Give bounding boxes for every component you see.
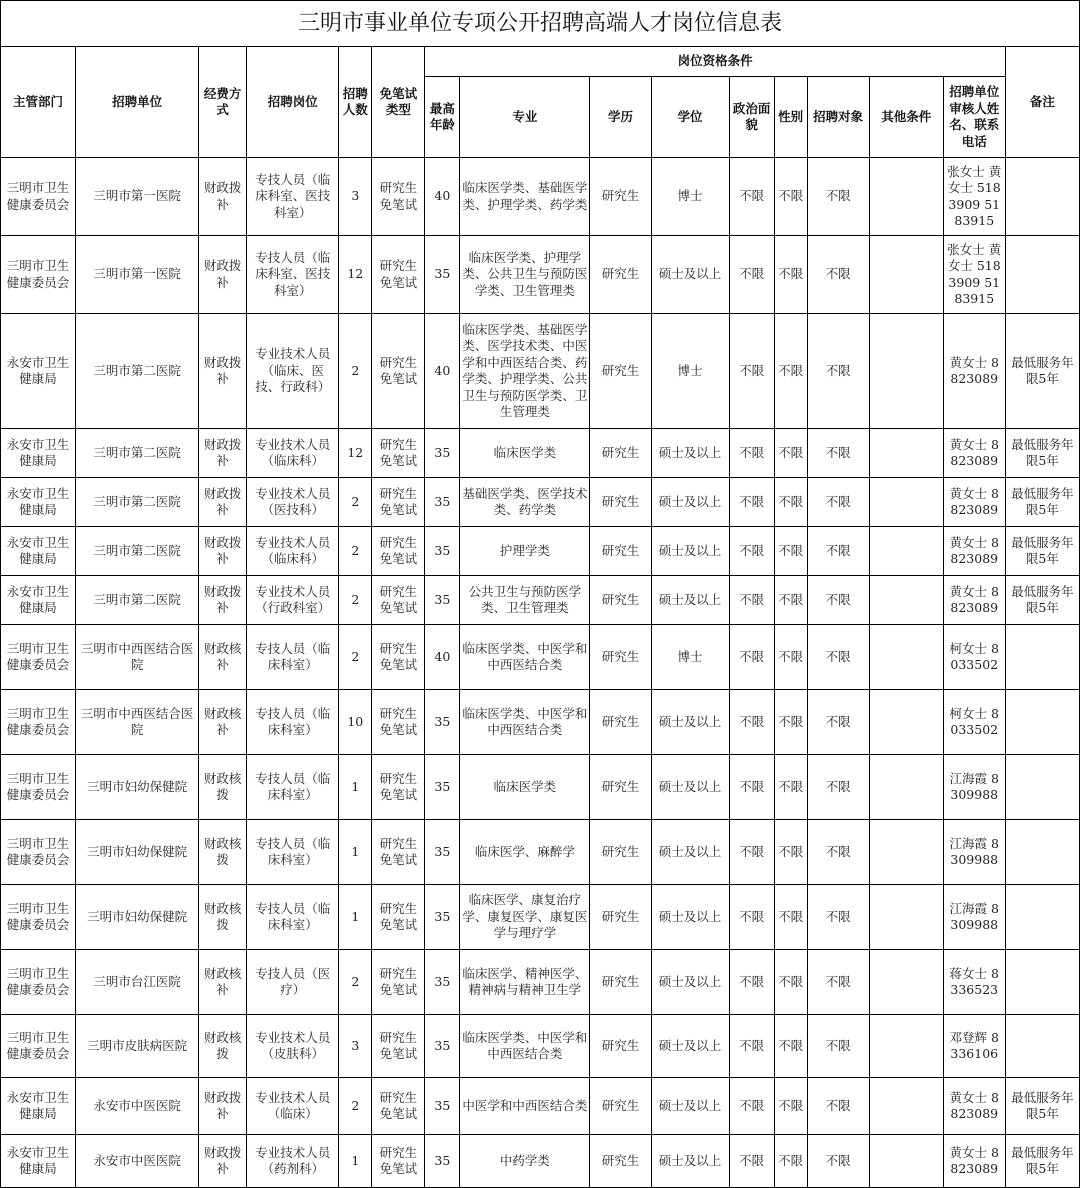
- cell-political: 不限: [729, 576, 774, 625]
- cell-count: 1: [339, 1135, 372, 1188]
- cell-major: 临床医学类、护理学类、公共卫生与预防医学类、卫生管理类: [460, 236, 590, 314]
- cell-unit: 三明市第二医院: [76, 478, 199, 527]
- table-row: [1, 236, 1080, 314]
- cell-degree: 硕士及以上: [651, 690, 729, 755]
- cell-funding: 财政拨补: [199, 429, 247, 478]
- recruitment-table: [0, 46, 1080, 1188]
- cell-exam: 研究生免笔试: [372, 576, 425, 625]
- cell-political: 不限: [729, 1135, 774, 1188]
- cell-exam: 研究生免笔试: [372, 1015, 425, 1078]
- header-remark: 备注: [1005, 47, 1079, 158]
- cell-age: 35: [425, 1135, 460, 1188]
- cell-education: 研究生: [590, 820, 651, 885]
- cell-political: 不限: [729, 755, 774, 820]
- cell-target: 不限: [807, 314, 869, 429]
- cell-degree: 硕士及以上: [651, 1135, 729, 1188]
- cell-gender: 不限: [774, 527, 807, 576]
- cell-gender: 不限: [774, 429, 807, 478]
- cell-dept: 三明市卫生健康委员会: [1, 950, 76, 1015]
- cell-political: 不限: [729, 158, 774, 236]
- cell-education: 研究生: [590, 429, 651, 478]
- cell-degree: 硕士及以上: [651, 950, 729, 1015]
- cell-major: 中医学和中西医结合类: [460, 1078, 590, 1135]
- cell-remark: 最低服务年限5年: [1005, 1135, 1079, 1188]
- cell-target: 不限: [807, 158, 869, 236]
- cell-count: 3: [339, 1015, 372, 1078]
- cell-degree: 硕士及以上: [651, 885, 729, 950]
- cell-count: 1: [339, 755, 372, 820]
- cell-funding: 财政拨补: [199, 314, 247, 429]
- cell-major: 临床医学类、中医学和中西医结合类: [460, 1015, 590, 1078]
- cell-education: 研究生: [590, 755, 651, 820]
- header-row-1: [1, 47, 1080, 77]
- cell-age: 40: [425, 314, 460, 429]
- cell-exam: 研究生免笔试: [372, 527, 425, 576]
- cell-other: [869, 690, 943, 755]
- cell-other: [869, 576, 943, 625]
- header-target: 招聘对象: [807, 77, 869, 158]
- cell-gender: 不限: [774, 1078, 807, 1135]
- cell-education: 研究生: [590, 478, 651, 527]
- cell-unit: 三明市中西医结合医院: [76, 625, 199, 690]
- cell-major: 临床医学类、中医学和中西医结合类: [460, 625, 590, 690]
- cell-dept: 三明市卫生健康委员会: [1, 885, 76, 950]
- cell-count: 2: [339, 527, 372, 576]
- cell-age: 40: [425, 158, 460, 236]
- cell-funding: 财政核拨: [199, 1015, 247, 1078]
- cell-exam: 研究生免笔试: [372, 625, 425, 690]
- cell-dept: 永安市卫生健康局: [1, 1135, 76, 1188]
- header-degree: 学位: [651, 77, 729, 158]
- cell-political: 不限: [729, 885, 774, 950]
- cell-funding: 财政核拨: [199, 885, 247, 950]
- cell-exam: 研究生免笔试: [372, 690, 425, 755]
- cell-position: 专技人员（临床科室、医技科室）: [247, 158, 339, 236]
- cell-exam: 研究生免笔试: [372, 1135, 425, 1188]
- cell-education: 研究生: [590, 236, 651, 314]
- cell-exam: 研究生免笔试: [372, 158, 425, 236]
- cell-major: 临床医学、康复治疗学、康复医学、康复医学与理疗学: [460, 885, 590, 950]
- cell-count: 2: [339, 1078, 372, 1135]
- table-row: [1, 885, 1080, 950]
- cell-other: [869, 158, 943, 236]
- cell-remark: [1005, 820, 1079, 885]
- header-unit: 招聘单位: [76, 47, 199, 158]
- cell-exam: 研究生免笔试: [372, 755, 425, 820]
- cell-gender: 不限: [774, 885, 807, 950]
- cell-funding: 财政核补: [199, 950, 247, 1015]
- cell-gender: 不限: [774, 755, 807, 820]
- cell-exam: 研究生免笔试: [372, 885, 425, 950]
- cell-contact: 黄女士 8823089: [943, 429, 1005, 478]
- cell-target: 不限: [807, 1135, 869, 1188]
- cell-political: 不限: [729, 1015, 774, 1078]
- cell-political: 不限: [729, 690, 774, 755]
- cell-position: 专技人员（临床科室）: [247, 625, 339, 690]
- cell-contact: 张女士 黄女士 5183909 5183915: [943, 158, 1005, 236]
- cell-funding: 财政拨补: [199, 478, 247, 527]
- cell-unit: 三明市台江医院: [76, 950, 199, 1015]
- cell-funding: 财政拨补: [199, 576, 247, 625]
- cell-degree: 硕士及以上: [651, 527, 729, 576]
- cell-contact: 黄女士 8823089: [943, 314, 1005, 429]
- cell-contact: 黄女士 8823089: [943, 1135, 1005, 1188]
- cell-major: 中药学类: [460, 1135, 590, 1188]
- cell-dept: 永安市卫生健康局: [1, 478, 76, 527]
- cell-age: 35: [425, 1015, 460, 1078]
- table-row: [1, 158, 1080, 236]
- cell-target: 不限: [807, 820, 869, 885]
- table-row: [1, 1135, 1080, 1188]
- header-count: 招聘人数: [339, 47, 372, 158]
- cell-remark: [1005, 690, 1079, 755]
- cell-funding: 财政核拨: [199, 820, 247, 885]
- cell-exam: 研究生免笔试: [372, 950, 425, 1015]
- cell-count: 2: [339, 314, 372, 429]
- cell-unit: 三明市中西医结合医院: [76, 690, 199, 755]
- cell-dept: 永安市卫生健康局: [1, 429, 76, 478]
- cell-gender: 不限: [774, 1015, 807, 1078]
- cell-education: 研究生: [590, 690, 651, 755]
- cell-gender: 不限: [774, 625, 807, 690]
- cell-exam: 研究生免笔试: [372, 314, 425, 429]
- header-age: 最高年龄: [425, 77, 460, 158]
- cell-unit: 三明市皮肤病医院: [76, 1015, 199, 1078]
- cell-age: 35: [425, 527, 460, 576]
- cell-funding: 财政拨补: [199, 1078, 247, 1135]
- cell-unit: 三明市第二医院: [76, 429, 199, 478]
- table-row: [1, 1078, 1080, 1135]
- cell-exam: 研究生免笔试: [372, 820, 425, 885]
- cell-position: 专业技术人员（临床科）: [247, 527, 339, 576]
- cell-position: 专业技术人员（临床、医技、行政科）: [247, 314, 339, 429]
- cell-exam: 研究生免笔试: [372, 478, 425, 527]
- cell-other: [869, 625, 943, 690]
- cell-education: 研究生: [590, 527, 651, 576]
- header-major: 专业: [460, 77, 590, 158]
- cell-remark: [1005, 236, 1079, 314]
- cell-remark: 最低服务年限5年: [1005, 1078, 1079, 1135]
- cell-degree: 硕士及以上: [651, 1015, 729, 1078]
- cell-position: 专技人员（临床科室）: [247, 755, 339, 820]
- cell-degree: 硕士及以上: [651, 755, 729, 820]
- cell-remark: 最低服务年限5年: [1005, 576, 1079, 625]
- cell-other: [869, 478, 943, 527]
- cell-dept: 永安市卫生健康局: [1, 576, 76, 625]
- cell-target: 不限: [807, 625, 869, 690]
- cell-remark: 最低服务年限5年: [1005, 527, 1079, 576]
- cell-age: 35: [425, 755, 460, 820]
- cell-other: [869, 429, 943, 478]
- cell-count: 2: [339, 576, 372, 625]
- cell-funding: 财政核补: [199, 625, 247, 690]
- cell-education: 研究生: [590, 1015, 651, 1078]
- cell-major: 临床医学、麻醉学: [460, 820, 590, 885]
- cell-gender: 不限: [774, 820, 807, 885]
- cell-education: 研究生: [590, 950, 651, 1015]
- cell-age: 35: [425, 820, 460, 885]
- cell-dept: 三明市卫生健康委员会: [1, 158, 76, 236]
- table-row: [1, 690, 1080, 755]
- cell-remark: [1005, 950, 1079, 1015]
- cell-other: [869, 527, 943, 576]
- cell-degree: 博士: [651, 625, 729, 690]
- cell-contact: 江海霞 8309988: [943, 820, 1005, 885]
- cell-position: 专技人员（临床科室）: [247, 885, 339, 950]
- cell-unit: 三明市妇幼保健院: [76, 820, 199, 885]
- cell-count: 10: [339, 690, 372, 755]
- cell-funding: 财政拨补: [199, 527, 247, 576]
- cell-other: [869, 1135, 943, 1188]
- cell-political: 不限: [729, 429, 774, 478]
- cell-age: 35: [425, 690, 460, 755]
- cell-gender: 不限: [774, 950, 807, 1015]
- cell-degree: 硕士及以上: [651, 429, 729, 478]
- cell-contact: 柯女士 8033502: [943, 625, 1005, 690]
- cell-unit: 三明市第一医院: [76, 158, 199, 236]
- cell-political: 不限: [729, 236, 774, 314]
- cell-major: 临床医学类: [460, 429, 590, 478]
- table-row: [1, 527, 1080, 576]
- cell-dept: 三明市卫生健康委员会: [1, 236, 76, 314]
- cell-unit: 三明市妇幼保健院: [76, 755, 199, 820]
- cell-position: 专业技术人员（药剂科）: [247, 1135, 339, 1188]
- cell-contact: 柯女士 8033502: [943, 690, 1005, 755]
- cell-dept: 三明市卫生健康委员会: [1, 690, 76, 755]
- cell-dept: 三明市卫生健康委员会: [1, 1015, 76, 1078]
- cell-age: 35: [425, 885, 460, 950]
- cell-target: 不限: [807, 950, 869, 1015]
- cell-degree: 硕士及以上: [651, 1078, 729, 1135]
- table-row: [1, 1015, 1080, 1078]
- cell-dept: 永安市卫生健康局: [1, 527, 76, 576]
- cell-political: 不限: [729, 950, 774, 1015]
- cell-other: [869, 950, 943, 1015]
- cell-unit: 三明市第二医院: [76, 527, 199, 576]
- cell-contact: 黄女士 8823089: [943, 1078, 1005, 1135]
- cell-other: [869, 885, 943, 950]
- cell-remark: [1005, 885, 1079, 950]
- header-contact: 招聘单位审核人姓名、联系电话: [943, 77, 1005, 158]
- cell-funding: 财政拨补: [199, 236, 247, 314]
- header-gender: 性别: [774, 77, 807, 158]
- table-row: [1, 576, 1080, 625]
- cell-count: 1: [339, 885, 372, 950]
- cell-gender: 不限: [774, 576, 807, 625]
- cell-degree: 博士: [651, 158, 729, 236]
- cell-political: 不限: [729, 1078, 774, 1135]
- table-row: [1, 429, 1080, 478]
- cell-other: [869, 236, 943, 314]
- cell-position: 专技人员（临床科室）: [247, 820, 339, 885]
- cell-other: [869, 314, 943, 429]
- table-row: [1, 314, 1080, 429]
- table-row: [1, 625, 1080, 690]
- cell-dept: 永安市卫生健康局: [1, 314, 76, 429]
- cell-major: 临床医学、精神医学、精神病与精神卫生学: [460, 950, 590, 1015]
- header-funding: 经费方式: [199, 47, 247, 158]
- cell-position: 专技人员（医疗）: [247, 950, 339, 1015]
- cell-contact: 江海霞 8309988: [943, 755, 1005, 820]
- cell-political: 不限: [729, 527, 774, 576]
- cell-political: 不限: [729, 478, 774, 527]
- cell-remark: [1005, 755, 1079, 820]
- cell-exam: 研究生免笔试: [372, 236, 425, 314]
- cell-education: 研究生: [590, 885, 651, 950]
- cell-unit: 三明市妇幼保健院: [76, 885, 199, 950]
- cell-contact: 黄女士 8823089: [943, 478, 1005, 527]
- cell-target: 不限: [807, 429, 869, 478]
- cell-count: 12: [339, 429, 372, 478]
- cell-contact: 邓登辉 8336106: [943, 1015, 1005, 1078]
- cell-age: 40: [425, 625, 460, 690]
- header-qualification-group: 岗位资格条件: [425, 47, 1005, 77]
- cell-major: 临床医学类: [460, 755, 590, 820]
- cell-age: 35: [425, 950, 460, 1015]
- cell-count: 12: [339, 236, 372, 314]
- cell-gender: 不限: [774, 690, 807, 755]
- cell-position: 专业技术人员（医技科）: [247, 478, 339, 527]
- cell-exam: 研究生免笔试: [372, 429, 425, 478]
- table-body: [1, 158, 1080, 1188]
- cell-education: 研究生: [590, 1135, 651, 1188]
- cell-major: 公共卫生与预防医学类、卫生管理类: [460, 576, 590, 625]
- cell-funding: 财政核补: [199, 690, 247, 755]
- table-row: [1, 478, 1080, 527]
- cell-exam: 研究生免笔试: [372, 1078, 425, 1135]
- cell-remark: [1005, 158, 1079, 236]
- cell-remark: 最低服务年限5年: [1005, 314, 1079, 429]
- cell-education: 研究生: [590, 625, 651, 690]
- header-position: 招聘岗位: [247, 47, 339, 158]
- cell-position: 专技人员（临床科室）: [247, 690, 339, 755]
- cell-major: 临床医学类、基础医学类、医学技术类、中医学和中西医结合类、药学类、护理学类、公共卫生与预防医学类、卫生管理类: [460, 314, 590, 429]
- cell-contact: 江海霞 8309988: [943, 885, 1005, 950]
- table-row: [1, 755, 1080, 820]
- cell-major: 临床医学类、中医学和中西医结合类: [460, 690, 590, 755]
- cell-dept: 三明市卫生健康委员会: [1, 820, 76, 885]
- cell-position: 专技人员（临床科室、医技科室）: [247, 236, 339, 314]
- cell-target: 不限: [807, 1015, 869, 1078]
- cell-political: 不限: [729, 314, 774, 429]
- header-education: 学历: [590, 77, 651, 158]
- header-exam: 免笔试类型: [372, 47, 425, 158]
- table-row: [1, 820, 1080, 885]
- cell-unit: 永安市中医医院: [76, 1135, 199, 1188]
- cell-contact: 黄女士 8823089: [943, 527, 1005, 576]
- cell-political: 不限: [729, 625, 774, 690]
- cell-remark: 最低服务年限5年: [1005, 478, 1079, 527]
- cell-count: 3: [339, 158, 372, 236]
- cell-other: [869, 1015, 943, 1078]
- cell-target: 不限: [807, 885, 869, 950]
- cell-gender: 不限: [774, 314, 807, 429]
- cell-funding: 财政拨补: [199, 158, 247, 236]
- cell-unit: 三明市第二医院: [76, 576, 199, 625]
- cell-target: 不限: [807, 478, 869, 527]
- cell-count: 2: [339, 950, 372, 1015]
- cell-remark: [1005, 1015, 1079, 1078]
- cell-major: 护理学类: [460, 527, 590, 576]
- cell-funding: 财政拨补: [199, 1135, 247, 1188]
- cell-unit: 三明市第一医院: [76, 236, 199, 314]
- cell-position: 专业技术人员（临床科）: [247, 429, 339, 478]
- cell-education: 研究生: [590, 1078, 651, 1135]
- cell-degree: 硕士及以上: [651, 820, 729, 885]
- cell-target: 不限: [807, 236, 869, 314]
- cell-target: 不限: [807, 755, 869, 820]
- cell-target: 不限: [807, 576, 869, 625]
- cell-age: 35: [425, 576, 460, 625]
- cell-target: 不限: [807, 1078, 869, 1135]
- cell-remark: 最低服务年限5年: [1005, 429, 1079, 478]
- cell-age: 35: [425, 478, 460, 527]
- cell-major: 临床医学类、基础医学类、护理学类、药学类: [460, 158, 590, 236]
- cell-other: [869, 820, 943, 885]
- cell-target: 不限: [807, 690, 869, 755]
- cell-count: 2: [339, 625, 372, 690]
- cell-gender: 不限: [774, 158, 807, 236]
- cell-age: 35: [425, 429, 460, 478]
- cell-other: [869, 1078, 943, 1135]
- cell-remark: [1005, 625, 1079, 690]
- cell-gender: 不限: [774, 236, 807, 314]
- cell-contact: 黄女士 8823089: [943, 576, 1005, 625]
- cell-degree: 硕士及以上: [651, 576, 729, 625]
- cell-count: 2: [339, 478, 372, 527]
- cell-dept: 永安市卫生健康局: [1, 1078, 76, 1135]
- cell-contact: 蒋女士 8336523: [943, 950, 1005, 1015]
- cell-gender: 不限: [774, 478, 807, 527]
- cell-gender: 不限: [774, 1135, 807, 1188]
- cell-education: 研究生: [590, 158, 651, 236]
- header-dept: 主管部门: [1, 47, 76, 158]
- cell-education: 研究生: [590, 576, 651, 625]
- header-other: 其他条件: [869, 77, 943, 158]
- cell-contact: 张女士 黄女士 5183909 5183915: [943, 236, 1005, 314]
- cell-position: 专业技术人员（临床）: [247, 1078, 339, 1135]
- cell-dept: 三明市卫生健康委员会: [1, 755, 76, 820]
- cell-count: 1: [339, 820, 372, 885]
- cell-position: 专业技术人员（行政科室）: [247, 576, 339, 625]
- cell-degree: 硕士及以上: [651, 478, 729, 527]
- cell-political: 不限: [729, 820, 774, 885]
- cell-unit: 三明市第二医院: [76, 314, 199, 429]
- cell-education: 研究生: [590, 314, 651, 429]
- header-political: 政治面貌: [729, 77, 774, 158]
- cell-dept: 三明市卫生健康委员会: [1, 625, 76, 690]
- cell-unit: 永安市中医医院: [76, 1078, 199, 1135]
- cell-position: 专业技术人员（皮肤科）: [247, 1015, 339, 1078]
- cell-other: [869, 755, 943, 820]
- cell-funding: 财政核拨: [199, 755, 247, 820]
- table-title: 三明市事业单位专项公开招聘高端人才岗位信息表: [0, 0, 1080, 46]
- cell-degree: 硕士及以上: [651, 236, 729, 314]
- cell-age: 35: [425, 1078, 460, 1135]
- cell-target: 不限: [807, 527, 869, 576]
- table-row: [1, 950, 1080, 1015]
- cell-age: 35: [425, 236, 460, 314]
- cell-major: 基础医学类、医学技术类、药学类: [460, 478, 590, 527]
- cell-degree: 博士: [651, 314, 729, 429]
